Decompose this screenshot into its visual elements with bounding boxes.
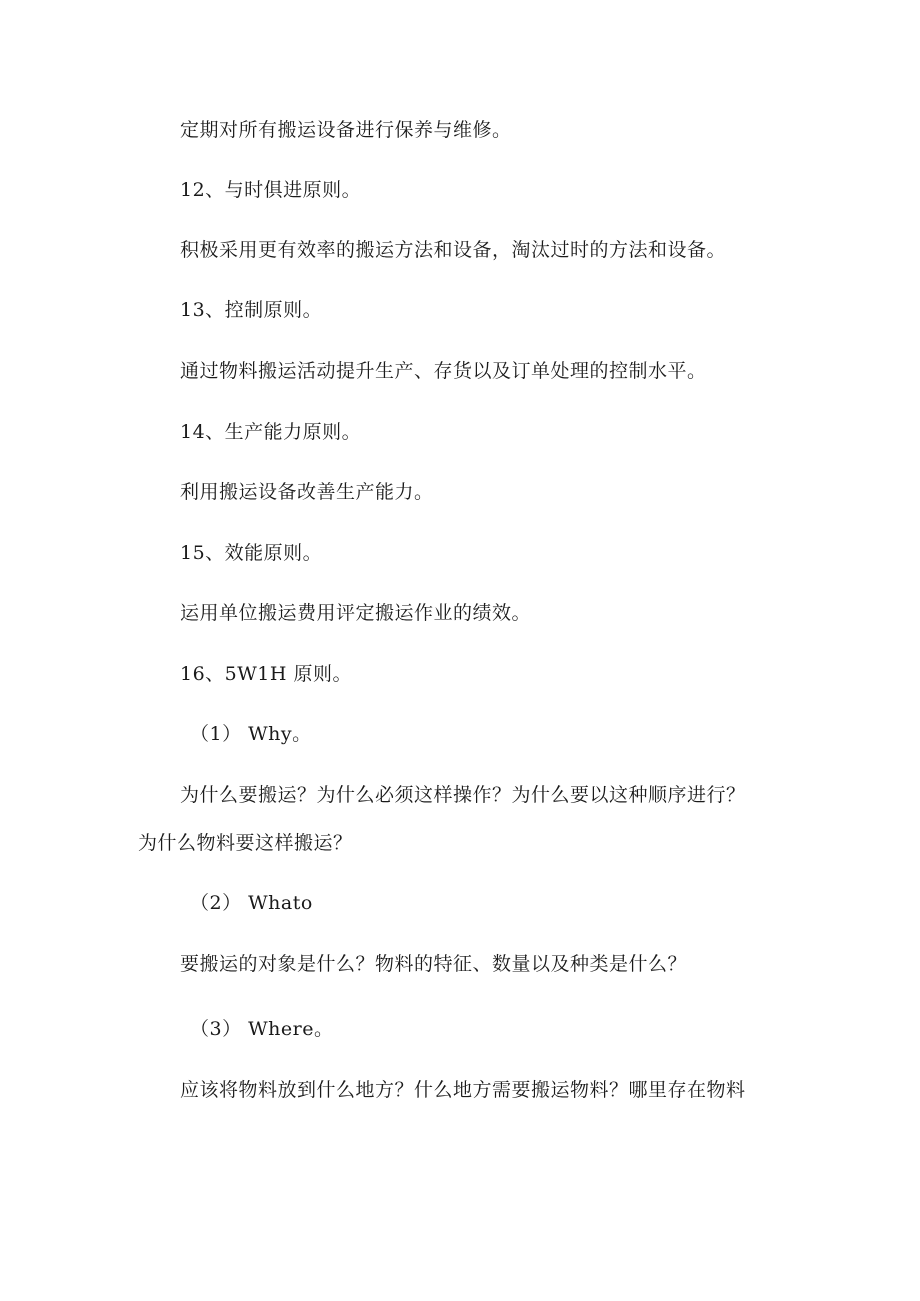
heading-principle-15: 15、效能原则。 — [180, 542, 323, 564]
paragraph-why-line-2: 为什么物料要这样搬运？ — [138, 832, 353, 854]
paragraph-why-line-1: 为什么要搬运？为什么必须这样操作？为什么要以这种顺序进行？ — [180, 784, 746, 806]
paragraph-maintenance: 定期对所有搬运设备进行保养与维修。 — [180, 119, 512, 141]
subheading-why: （1） Why。 — [190, 723, 312, 745]
heading-principle-14: 14、生产能力原则。 — [180, 421, 362, 443]
heading-principle-12: 12、与时俱进原则。 — [180, 179, 362, 201]
paragraph-principle-13: 通过物料搬运活动提升生产、存货以及订单处理的控制水平。 — [180, 360, 707, 382]
heading-principle-13: 13、控制原则。 — [180, 299, 323, 321]
paragraph-where-line-1: 应该将物料放到什么地方？什么地方需要搬运物料？哪里存在物料 — [180, 1079, 746, 1101]
paragraph-principle-15: 运用单位搬运费用评定搬运作业的绩效。 — [180, 602, 532, 624]
heading-principle-16: 16、5W1H 原则。 — [180, 663, 352, 685]
paragraph-principle-12: 积极采用更有效率的搬运方法和设备，淘汰过时的方法和设备。 — [180, 239, 727, 261]
paragraph-what: 要搬运的对象是什么？物料的特征、数量以及种类是什么？ — [180, 953, 688, 975]
subheading-what: （2） Whato — [190, 892, 313, 914]
subheading-where: （3） Where。 — [190, 1018, 334, 1040]
paragraph-principle-14: 利用搬运设备改善生产能力。 — [180, 481, 434, 503]
